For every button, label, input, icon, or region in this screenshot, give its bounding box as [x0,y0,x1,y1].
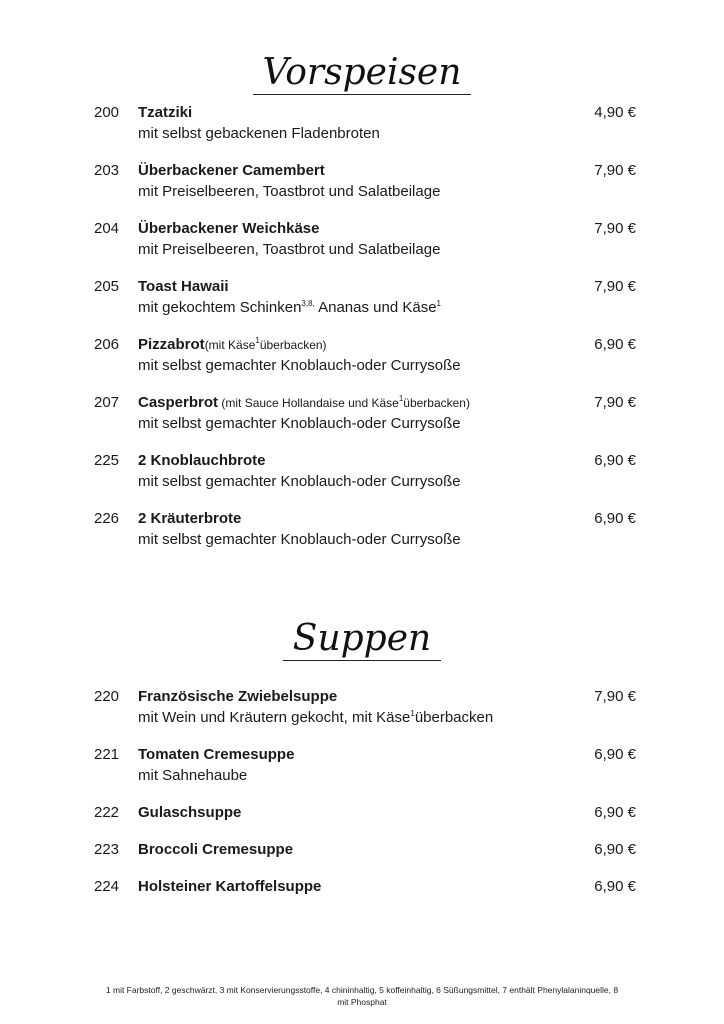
item-name: Gulaschsuppe [138,804,242,821]
note-part: überbacken) [259,338,327,352]
vorspeisen-list [0,104,724,568]
item-name-text: Casperbrot [138,394,219,411]
item-name: 2 Knoblauchbrote [138,452,266,469]
item-number: 221 [94,746,120,763]
menu-item-207 [0,394,724,452]
item-number: 207 [94,394,120,411]
menu-item-222 [0,804,724,841]
item-description: mit selbst gemachter Knoblauch-oder Currysoße [138,357,461,374]
footnote-line: mit Phosphat [337,997,387,1007]
menu-item-223 [0,841,724,878]
menu-item-226 [0,510,724,568]
item-price: 6,90 € [594,878,636,895]
item-description [138,299,441,316]
menu-item-225 [0,452,724,510]
item-description: mit selbst gemachter Knoblauch-oder Currysoße [138,415,461,432]
item-number: 206 [94,336,120,353]
suppen-list [0,688,724,915]
item-name-text: Pizzabrot [138,336,205,353]
allergen-marker: 1 [436,299,441,308]
item-price: 6,90 € [594,336,636,353]
item-description: mit selbst gemachter Knoblauch-oder Currysoße [138,473,461,490]
note-part: (mit Sauce Hollandaise und Käse [218,396,399,410]
menu-item-200 [0,104,724,162]
item-price: 7,90 € [594,162,636,179]
section-title-text: Suppen [283,620,441,661]
item-name: Toast Hawaii [138,278,229,295]
menu-item-205 [0,278,724,336]
item-name: Broccoli Cremesuppe [138,841,294,858]
item-number: 223 [94,841,120,858]
item-name: Tomaten Cremesuppe [138,746,295,763]
item-description: mit Sahnehaube [138,767,248,784]
desc-part: mit Wein und Kräutern gekocht, mit Käse [138,709,411,726]
menu-item-204 [0,220,724,278]
item-name: Holsteiner Kartoffelsuppe [138,878,322,895]
menu-item-206 [0,336,724,394]
item-price: 4,90 € [594,104,636,121]
allergen-marker: 1 [398,394,404,403]
item-price: 6,90 € [594,510,636,527]
item-number: 200 [94,104,120,121]
item-number: 220 [94,688,120,705]
menu-item-220 [0,688,724,746]
desc-part: mit gekochtem Schinken [138,299,302,316]
section-title-suppen [0,618,724,661]
allergen-marker: 1 [410,709,415,718]
item-description: mit Preiselbeeren, Toastbrot und Salatbeilage [138,241,441,258]
item-number: 226 [94,510,120,527]
item-number: 204 [94,220,120,237]
item-name: 2 Kräuterbrote [138,510,242,527]
menu-item-203 [0,162,724,220]
menu-item-224 [0,878,724,915]
note-part: überbacken) [403,396,470,410]
item-price: 6,90 € [594,746,636,763]
item-name: Tzatziki [138,104,193,121]
item-description [138,709,493,726]
allergen-marker: 3,8, [301,299,315,308]
item-description: mit selbst gemachter Knoblauch-oder Currysoße [138,531,461,548]
item-price: 7,90 € [594,278,636,295]
item-name: Überbackener Weichkäse [138,220,320,237]
item-price: 6,90 € [594,804,636,821]
item-number: 205 [94,278,120,295]
item-number: 225 [94,452,120,469]
item-description: mit selbst gebackenen Fladenbroten [138,125,380,142]
allergen-marker: 1 [255,336,260,345]
item-number: 203 [94,162,120,179]
item-price: 7,90 € [594,394,636,411]
item-name [138,394,470,411]
menu-item-221 [0,746,724,804]
item-number: 224 [94,878,120,895]
item-note [218,396,470,410]
note-part: (mit Käse [204,338,256,352]
item-name [138,336,327,353]
item-name: Überbackener Camembert [138,162,325,179]
allergen-footnote [80,984,644,1008]
item-description: mit Preiselbeeren, Toastbrot und Salatbeilage [138,183,441,200]
item-price: 7,90 € [594,220,636,237]
item-name: Französische Zwiebelsuppe [138,688,338,705]
section-title-text: Vorspeisen [253,54,472,95]
item-number: 222 [94,804,120,821]
item-note [205,338,327,352]
item-price: 6,90 € [594,452,636,469]
section-title-vorspeisen [0,52,724,95]
desc-part: überbacken [414,709,494,726]
item-price: 7,90 € [594,688,636,705]
desc-part: Ananas und Käse [314,299,437,316]
item-price: 6,90 € [594,841,636,858]
footnote-line: 1 mit Farbstoff, 2 geschwärzt, 3 mit Konservierungsstoffe, 4 chininhaltig, 5 koffeinhaltig, 6 Süßungsmittel, 7 enthält Phenylalaninquelle, 8 [105,985,619,995]
